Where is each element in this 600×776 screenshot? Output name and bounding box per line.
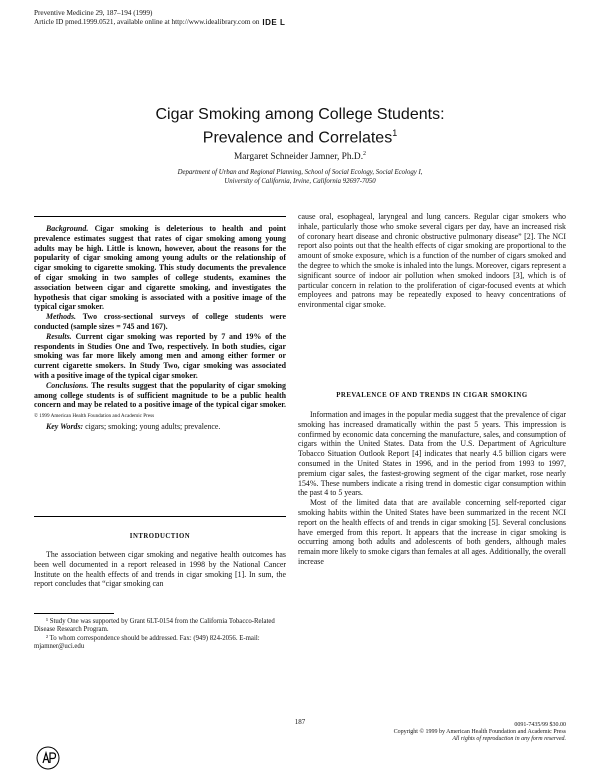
results-text: Current cigar smoking was reported by 7 and 19% of the respondents in Studies One and Two, respectively. In both studies, cigar smoking was far more likely among men and among either former or current cigarette smokers. In Study Two, cigar smoking was associated with a positive image of the typical cigar smoker. bbox=[34, 331, 286, 380]
background-label: Background. bbox=[46, 224, 89, 233]
abstract-copyright: © 1999 American Health Foundation and Academic Press bbox=[34, 413, 155, 420]
section-heading-prevalence: PREVALENCE OF AND TRENDS IN CIGAR SMOKING bbox=[336, 392, 528, 399]
footer-codes bbox=[346, 722, 566, 744]
right-paragraph-1: cause oral, esophageal, laryngeal and lung cancers. Regular cigar smokers who inhale, particularly those who smoke several cigars per day, have an increased risk of coronary heart disease and chronic obstructive pulmonary disease” [2]. The NCI report also points out that the health effects of cigar smoking are proportional to the amount of smoke exposure, which is a function of the number of cigars smoked and the degree to which the smoke is inhaled into the lungs. Moreover, cigars represent a significant source of indoor air pollution when smoked indoors [3], which is of particular concern in relation to the proliferation of cigar-focused events at which employees and patrons may be repeatedly exposed to heavy concentrations of environmental cigar smoke. bbox=[298, 212, 566, 310]
title-line-2: Prevalence and Correlates bbox=[202, 129, 393, 147]
journal-header bbox=[34, 9, 285, 27]
article-id-line bbox=[34, 18, 285, 27]
issn-line: 0091-7435/99 $30.00 bbox=[514, 722, 566, 728]
keywords-text: cigars; smoking; young adults; prevalence. bbox=[83, 421, 221, 431]
abstract-background bbox=[34, 224, 286, 312]
page-number: 187 bbox=[294, 718, 306, 726]
conclusions-label: Conclusions. bbox=[46, 380, 89, 390]
footnote-rule bbox=[34, 613, 114, 614]
introduction-body bbox=[34, 550, 286, 589]
keywords bbox=[34, 422, 286, 432]
author-line bbox=[0, 151, 600, 162]
article-id-text: Article ID pmed.1999.0521, available online at http://www.idealibrary.com on bbox=[34, 18, 260, 26]
section-heading-introduction: INTRODUCTION bbox=[129, 533, 191, 540]
intro-paragraph: The association between cigar smoking and negative health outcomes has been well documented in a report released in 1998 by the National Cancer Institute on the health effects of and trends in cigar smoking [1]. In sum, the report concludes that “cigar smoking can bbox=[34, 550, 286, 589]
results-label: Results. bbox=[46, 331, 72, 341]
abstract-top-rule bbox=[34, 216, 286, 217]
prevalence-section-body bbox=[298, 410, 566, 567]
author-footnote-marker: 2 bbox=[363, 151, 367, 157]
keywords-label: Key Words: bbox=[46, 421, 84, 431]
footer-rights: All rights of reproduction in any form reserved. bbox=[452, 736, 566, 743]
right-paragraph-2: Information and images in the popular media suggest that the prevalence of cigar smoking has increased dramatically within the past 5 years. This impression is confirmed by economic data concerning the manufacture, sales, and consumption of cigars within the United States. Data from the U.S. Department of Agriculture Tobacco Situation Outlook Report [4] indicates that nearly 4.5 billion cigars were consumed in the United States in 1996, and in the period from 1993 to 1997, premium cigar sales, the fastest-growing segment of the cigar market, rose nearly 154%. These numbers indicate a rising trend in domestic cigar consumption within the past 4 to 5 years. bbox=[298, 410, 566, 498]
footnote-2: ² To whom correspondence should be addressed. Fax: (949) 824-2056. E-mail: mjamner@uci.edu bbox=[34, 634, 260, 651]
abstract-methods bbox=[34, 312, 286, 332]
affiliation-line-2: University of California, Irvine, California 92697-7050 bbox=[224, 177, 376, 185]
affiliation-line-1: Department of Urban and Regional Planning, School of Social Ecology, Social Ecology I, bbox=[177, 169, 423, 176]
academic-press-logo-icon bbox=[36, 746, 60, 770]
abstract-results bbox=[34, 332, 286, 381]
footer-copyright: Copyright © 1999 by American Health Foundation and Academic Press bbox=[393, 729, 566, 736]
journal-citation: Preventive Medicine 29, 187–194 (1999) bbox=[34, 9, 153, 17]
abstract bbox=[34, 224, 286, 432]
title-footnote-marker: 1 bbox=[392, 128, 398, 138]
right-paragraph-3: Most of the limited data that are available concerning self-reported cigar smoking habits within the United States have been summarized in the recent NCI report on the health effects of and trends in cigar smoking [5]. Several conclusions have emerged from this report. It appears that the increase in cigar smoking is occurring among both adults and adolescents of both genders, although males remain more likely to smoke cigars than females at all ages. Additionally, the overall increase bbox=[298, 498, 566, 566]
ideal-logo bbox=[262, 18, 285, 27]
abstract-bottom-rule bbox=[34, 516, 286, 517]
methods-text: Two cross-sectional surveys of college students were conducted (sample sizes = 745 and 167). bbox=[34, 312, 286, 331]
footnote-1: ¹ Study One was supported by Grant 6LT-0154 from the California Tobacco-Related Disease Research Program. bbox=[34, 618, 275, 634]
abstract-conclusions bbox=[34, 381, 286, 422]
affiliation bbox=[0, 169, 600, 186]
conclusions-text: The results suggest that the popularity of cigar smoking among college students is of sufficient magnitude to be a public health concern and may be related to a positive image of the typical cigar smoker. bbox=[34, 380, 286, 410]
methods-label: Methods. bbox=[46, 312, 77, 322]
article-title bbox=[0, 105, 600, 147]
background-text: Cigar smoking is deleterious to health and point prevalence estimates suggest that rates of cigar smoking among young adults may be high. Little is known, however, about the reasons for the popularity of cigar smoking among young adults or the relationship of cigar smoking to cigarette smoking. This study documents the prevalence of cigar smoking in two samples of college students, examines the association between cigar and cigarette smoking, and investigates the hypothesis that cigar smoking is associated with a positive image of the typical cigar smoker. bbox=[34, 224, 286, 312]
right-column-continuation bbox=[298, 212, 566, 310]
footnotes bbox=[34, 618, 286, 652]
title-line-1: Cigar Smoking among College Students: bbox=[155, 106, 445, 123]
ideal-logo-text: IDE L bbox=[262, 18, 286, 27]
author-name: Margaret Schneider Jamner, Ph.D. bbox=[233, 152, 364, 163]
title-line-2-wrap bbox=[0, 124, 600, 147]
